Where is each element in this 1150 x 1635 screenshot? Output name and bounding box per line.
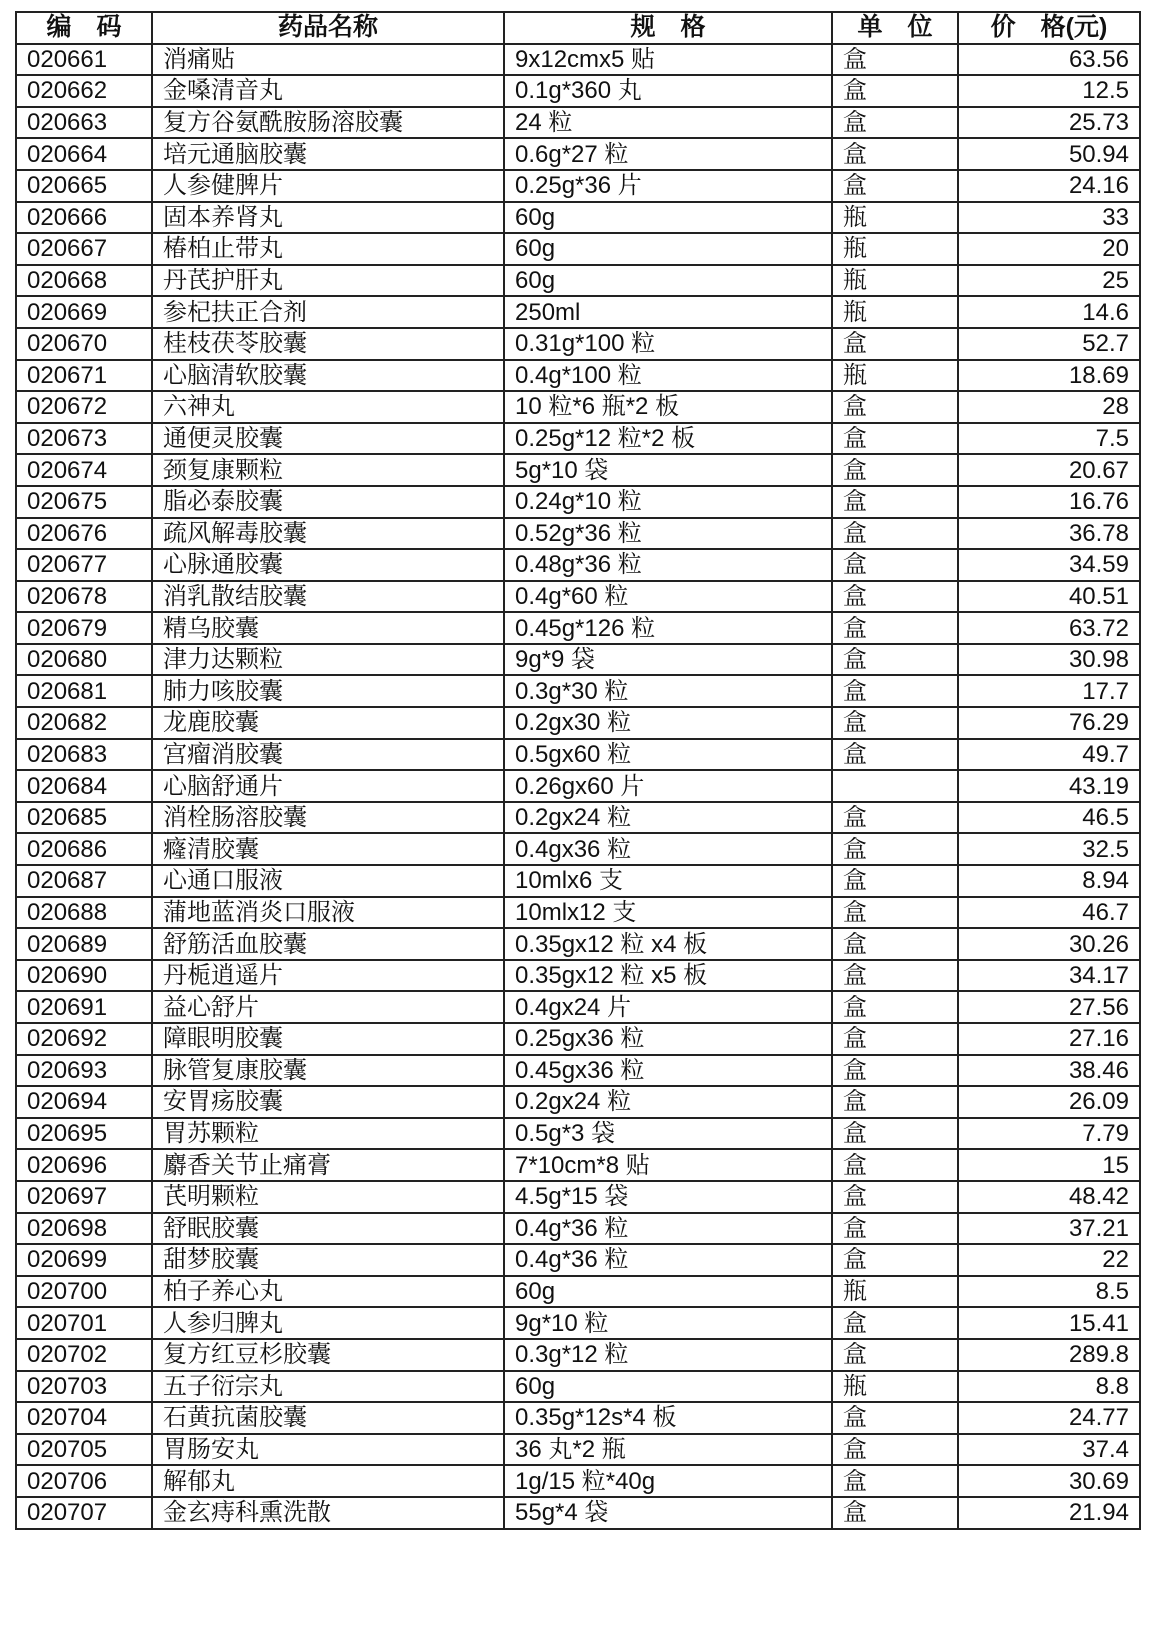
table-row: [16, 486, 1140, 518]
cell-code: 020689: [16, 928, 152, 960]
cell-code: 020667: [16, 233, 152, 265]
cell-spec: 10 粒*6 瓶*2 板: [504, 391, 832, 423]
cell-price: 21.94: [958, 1497, 1140, 1529]
cell-code: 020674: [16, 454, 152, 486]
cell-price: 7.5: [958, 423, 1140, 455]
cell-price: 17.7: [958, 675, 1140, 707]
cell-drug-name: 安胃疡胶囊: [152, 1086, 504, 1118]
cell-price: 33: [958, 202, 1140, 234]
table-row: [16, 1276, 1140, 1308]
cell-spec: 9g*10 粒: [504, 1307, 832, 1339]
cell-unit: 盒: [832, 1086, 958, 1118]
cell-code: 020700: [16, 1276, 152, 1308]
table-row: [16, 138, 1140, 170]
cell-drug-name: 甜梦胶囊: [152, 1244, 504, 1276]
cell-unit: 盒: [832, 865, 958, 897]
cell-drug-name: 脉管复康胶囊: [152, 1055, 504, 1087]
cell-code: 020671: [16, 360, 152, 392]
cell-drug-name: 消栓肠溶胶囊: [152, 802, 504, 834]
cell-drug-name: 培元通脑胶囊: [152, 138, 504, 170]
cell-unit: 盒: [832, 138, 958, 170]
cell-spec: 0.3g*30 粒: [504, 675, 832, 707]
cell-unit: 盒: [832, 549, 958, 581]
cell-spec: 0.4g*36 粒: [504, 1213, 832, 1245]
cell-price: 25: [958, 265, 1140, 297]
cell-code: 020673: [16, 423, 152, 455]
table-row: [16, 1023, 1140, 1055]
header-unit: 单 位: [832, 12, 958, 44]
cell-spec: 60g: [504, 265, 832, 297]
cell-drug-name: 石黄抗菌胶囊: [152, 1402, 504, 1434]
table-row: [16, 960, 1140, 992]
cell-drug-name: 通便灵胶囊: [152, 423, 504, 455]
cell-drug-name: 心脑清软胶囊: [152, 360, 504, 392]
cell-price: 37.4: [958, 1434, 1140, 1466]
cell-unit: 盒: [832, 1118, 958, 1150]
cell-drug-name: 芪明颗粒: [152, 1181, 504, 1213]
cell-code: 020692: [16, 1023, 152, 1055]
cell-spec: 9x12cmx5 贴: [504, 44, 832, 76]
table-row: [16, 707, 1140, 739]
cell-unit: 盒: [832, 1055, 958, 1087]
cell-price: 34.59: [958, 549, 1140, 581]
cell-price: 48.42: [958, 1181, 1140, 1213]
cell-spec: 0.26gx60 片: [504, 770, 832, 802]
cell-spec: 0.24g*10 粒: [504, 486, 832, 518]
cell-unit: 盒: [832, 1465, 958, 1497]
cell-spec: 0.2gx24 粒: [504, 1086, 832, 1118]
cell-code: 020685: [16, 802, 152, 834]
cell-unit: 盒: [832, 1339, 958, 1371]
cell-spec: 1g/15 粒*40g: [504, 1465, 832, 1497]
cell-price: 32.5: [958, 833, 1140, 865]
cell-unit: 瓶: [832, 1371, 958, 1403]
table-row: [16, 1497, 1140, 1529]
cell-drug-name: 消痛贴: [152, 44, 504, 76]
cell-unit: 瓶: [832, 1276, 958, 1308]
table-row: [16, 581, 1140, 613]
cell-unit: 盒: [832, 1213, 958, 1245]
table-row: [16, 391, 1140, 423]
cell-price: 24.16: [958, 170, 1140, 202]
table-row: [16, 1086, 1140, 1118]
cell-drug-name: 解郁丸: [152, 1465, 504, 1497]
cell-price: 27.16: [958, 1023, 1140, 1055]
table-row: [16, 549, 1140, 581]
table-row: [16, 1118, 1140, 1150]
cell-price: 8.94: [958, 865, 1140, 897]
cell-drug-name: 胃肠安丸: [152, 1434, 504, 1466]
cell-spec: 60g: [504, 202, 832, 234]
cell-spec: 0.35g*12s*4 板: [504, 1402, 832, 1434]
cell-unit: 盒: [832, 1307, 958, 1339]
cell-price: 7.79: [958, 1118, 1140, 1150]
table-row: [16, 833, 1140, 865]
cell-code: 020697: [16, 1181, 152, 1213]
cell-price: 27.56: [958, 991, 1140, 1023]
cell-code: 020680: [16, 644, 152, 676]
cell-unit: 盒: [832, 833, 958, 865]
cell-spec: 0.48g*36 粒: [504, 549, 832, 581]
cell-spec: 0.4gx36 粒: [504, 833, 832, 865]
cell-code: 020702: [16, 1339, 152, 1371]
table-row: [16, 1402, 1140, 1434]
cell-spec: 10mlx6 支: [504, 865, 832, 897]
cell-price: 15: [958, 1149, 1140, 1181]
cell-drug-name: 益心舒片: [152, 991, 504, 1023]
cell-unit: 盒: [832, 1023, 958, 1055]
table-row: [16, 1465, 1140, 1497]
cell-price: 25.73: [958, 107, 1140, 139]
table-row: [16, 1339, 1140, 1371]
cell-spec: 10mlx12 支: [504, 897, 832, 929]
header-row: [16, 12, 1140, 44]
cell-unit: 盒: [832, 991, 958, 1023]
table-row: [16, 1434, 1140, 1466]
cell-code: 020706: [16, 1465, 152, 1497]
cell-price: 15.41: [958, 1307, 1140, 1339]
table-row: [16, 75, 1140, 107]
header-code: 编 码: [16, 12, 152, 44]
cell-spec: 60g: [504, 233, 832, 265]
cell-spec: 0.2gx24 粒: [504, 802, 832, 834]
cell-spec: 0.25g*36 片: [504, 170, 832, 202]
cell-price: 18.69: [958, 360, 1140, 392]
cell-unit: [832, 770, 958, 802]
cell-code: 020679: [16, 612, 152, 644]
cell-drug-name: 消乳散结胶囊: [152, 581, 504, 613]
cell-unit: 盒: [832, 44, 958, 76]
cell-drug-name: 舒眠胶囊: [152, 1213, 504, 1245]
table-row: [16, 739, 1140, 771]
cell-unit: 瓶: [832, 360, 958, 392]
cell-price: 8.5: [958, 1276, 1140, 1308]
cell-drug-name: 丹芪护肝丸: [152, 265, 504, 297]
cell-code: 020677: [16, 549, 152, 581]
cell-unit: 盒: [832, 518, 958, 550]
cell-drug-name: 人参归脾丸: [152, 1307, 504, 1339]
cell-drug-name: 心脉通胶囊: [152, 549, 504, 581]
cell-code: 020707: [16, 1497, 152, 1529]
cell-unit: 盒: [832, 802, 958, 834]
cell-price: 26.09: [958, 1086, 1140, 1118]
cell-drug-name: 麝香关节止痛膏: [152, 1149, 504, 1181]
cell-drug-name: 脂必泰胶囊: [152, 486, 504, 518]
cell-price: 22: [958, 1244, 1140, 1276]
cell-unit: 盒: [832, 612, 958, 644]
cell-spec: 60g: [504, 1276, 832, 1308]
cell-price: 12.5: [958, 75, 1140, 107]
cell-price: 20.67: [958, 454, 1140, 486]
cell-price: 8.8: [958, 1371, 1140, 1403]
cell-code: 020698: [16, 1213, 152, 1245]
cell-drug-name: 宫瘤消胶囊: [152, 739, 504, 771]
cell-code: 020664: [16, 138, 152, 170]
cell-unit: 盒: [832, 581, 958, 613]
cell-price: 38.46: [958, 1055, 1140, 1087]
cell-unit: 盒: [832, 1149, 958, 1181]
table-row: [16, 675, 1140, 707]
cell-unit: 盒: [832, 960, 958, 992]
table-row: [16, 897, 1140, 929]
table-row: [16, 1307, 1140, 1339]
cell-unit: 盒: [832, 707, 958, 739]
table-row: [16, 1213, 1140, 1245]
cell-drug-name: 龙鹿胶囊: [152, 707, 504, 739]
cell-unit: 盒: [832, 391, 958, 423]
cell-drug-name: 障眼明胶囊: [152, 1023, 504, 1055]
table-row: [16, 518, 1140, 550]
cell-code: 020696: [16, 1149, 152, 1181]
cell-unit: 盒: [832, 107, 958, 139]
cell-code: 020665: [16, 170, 152, 202]
table-row: [16, 328, 1140, 360]
cell-price: 289.8: [958, 1339, 1140, 1371]
table-row: [16, 423, 1140, 455]
table-row: [16, 802, 1140, 834]
cell-spec: 0.52g*36 粒: [504, 518, 832, 550]
cell-spec: 0.1g*360 丸: [504, 75, 832, 107]
cell-drug-name: 津力达颗粒: [152, 644, 504, 676]
cell-price: 16.76: [958, 486, 1140, 518]
cell-drug-name: 柏子养心丸: [152, 1276, 504, 1308]
cell-drug-name: 舒筋活血胶囊: [152, 928, 504, 960]
cell-spec: 60g: [504, 1371, 832, 1403]
cell-spec: 36 丸*2 瓶: [504, 1434, 832, 1466]
cell-code: 020675: [16, 486, 152, 518]
cell-code: 020688: [16, 897, 152, 929]
cell-unit: 盒: [832, 75, 958, 107]
cell-spec: 0.4g*36 粒: [504, 1244, 832, 1276]
table-row: [16, 1149, 1140, 1181]
cell-price: 76.29: [958, 707, 1140, 739]
cell-unit: 盒: [832, 170, 958, 202]
header-name: 药品名称: [152, 12, 504, 44]
cell-code: 020693: [16, 1055, 152, 1087]
table-body: [16, 44, 1140, 1529]
cell-drug-name: 丹栀逍遥片: [152, 960, 504, 992]
cell-code: 020684: [16, 770, 152, 802]
cell-code: 020668: [16, 265, 152, 297]
cell-spec: 0.3g*12 粒: [504, 1339, 832, 1371]
table-row: [16, 454, 1140, 486]
cell-spec: 4.5g*15 袋: [504, 1181, 832, 1213]
table-row: [16, 1055, 1140, 1087]
cell-code: 020705: [16, 1434, 152, 1466]
cell-spec: 5g*10 袋: [504, 454, 832, 486]
header-price: 价 格(元): [958, 12, 1140, 44]
cell-unit: 盒: [832, 1434, 958, 1466]
cell-drug-name: 疏风解毒胶囊: [152, 518, 504, 550]
cell-spec: 0.2gx30 粒: [504, 707, 832, 739]
cell-price: 40.51: [958, 581, 1140, 613]
cell-code: 020670: [16, 328, 152, 360]
cell-price: 24.77: [958, 1402, 1140, 1434]
cell-drug-name: 复方谷氨酰胺肠溶胶囊: [152, 107, 504, 139]
cell-spec: 0.4g*60 粒: [504, 581, 832, 613]
table-row: [16, 265, 1140, 297]
cell-unit: 盒: [832, 644, 958, 676]
cell-drug-name: 人参健脾片: [152, 170, 504, 202]
cell-spec: 0.31g*100 粒: [504, 328, 832, 360]
cell-spec: 0.35gx12 粒 x4 板: [504, 928, 832, 960]
cell-spec: 0.45g*126 粒: [504, 612, 832, 644]
table-row: [16, 360, 1140, 392]
cell-price: 20: [958, 233, 1140, 265]
cell-price: 30.69: [958, 1465, 1140, 1497]
cell-spec: 7*10cm*8 贴: [504, 1149, 832, 1181]
cell-unit: 瓶: [832, 233, 958, 265]
cell-unit: 盒: [832, 1402, 958, 1434]
cell-price: 52.7: [958, 328, 1140, 360]
cell-code: 020661: [16, 44, 152, 76]
table-row: [16, 1244, 1140, 1276]
cell-price: 30.98: [958, 644, 1140, 676]
cell-drug-name: 心脑舒通片: [152, 770, 504, 802]
drug-price-table: [15, 11, 1141, 1530]
table-row: [16, 1181, 1140, 1213]
cell-spec: 250ml: [504, 296, 832, 328]
cell-spec: 55g*4 袋: [504, 1497, 832, 1529]
cell-unit: 瓶: [832, 202, 958, 234]
cell-price: 34.17: [958, 960, 1140, 992]
table-row: [16, 928, 1140, 960]
table-row: [16, 770, 1140, 802]
cell-code: 020694: [16, 1086, 152, 1118]
cell-unit: 盒: [832, 675, 958, 707]
table-row: [16, 170, 1140, 202]
cell-price: 63.56: [958, 44, 1140, 76]
table-row: [16, 865, 1140, 897]
cell-unit: 盒: [832, 454, 958, 486]
header-spec: 规 格: [504, 12, 832, 44]
cell-code: 020669: [16, 296, 152, 328]
cell-price: 43.19: [958, 770, 1140, 802]
cell-code: 020666: [16, 202, 152, 234]
cell-unit: 盒: [832, 486, 958, 518]
cell-price: 46.5: [958, 802, 1140, 834]
cell-drug-name: 颈复康颗粒: [152, 454, 504, 486]
cell-drug-name: 椿柏止带丸: [152, 233, 504, 265]
cell-code: 020663: [16, 107, 152, 139]
cell-code: 020682: [16, 707, 152, 739]
cell-spec: 0.6g*27 粒: [504, 138, 832, 170]
cell-drug-name: 心通口服液: [152, 865, 504, 897]
table-row: [16, 612, 1140, 644]
cell-code: 020701: [16, 1307, 152, 1339]
cell-spec: 0.4gx24 片: [504, 991, 832, 1023]
cell-unit: 瓶: [832, 296, 958, 328]
cell-drug-name: 固本养肾丸: [152, 202, 504, 234]
cell-drug-name: 复方红豆杉胶囊: [152, 1339, 504, 1371]
cell-spec: 0.35gx12 粒 x5 板: [504, 960, 832, 992]
cell-code: 020687: [16, 865, 152, 897]
cell-spec: 9g*9 袋: [504, 644, 832, 676]
cell-code: 020662: [16, 75, 152, 107]
cell-price: 63.72: [958, 612, 1140, 644]
cell-price: 28: [958, 391, 1140, 423]
cell-unit: 盒: [832, 928, 958, 960]
table-row: [16, 1371, 1140, 1403]
cell-code: 020678: [16, 581, 152, 613]
cell-code: 020695: [16, 1118, 152, 1150]
cell-unit: 盒: [832, 1497, 958, 1529]
cell-price: 46.7: [958, 897, 1140, 929]
cell-code: 020672: [16, 391, 152, 423]
table-row: [16, 991, 1140, 1023]
cell-code: 020704: [16, 1402, 152, 1434]
cell-drug-name: 肺力咳胶囊: [152, 675, 504, 707]
cell-unit: 盒: [832, 423, 958, 455]
cell-drug-name: 蒲地蓝消炎口服液: [152, 897, 504, 929]
cell-drug-name: 金嗓清音丸: [152, 75, 504, 107]
table-row: [16, 233, 1140, 265]
table-row: [16, 644, 1140, 676]
table-row: [16, 44, 1140, 76]
cell-price: 36.78: [958, 518, 1140, 550]
cell-unit: 盒: [832, 897, 958, 929]
cell-drug-name: 桂枝茯苓胶囊: [152, 328, 504, 360]
cell-unit: 盒: [832, 1181, 958, 1213]
cell-drug-name: 精乌胶囊: [152, 612, 504, 644]
cell-spec: 0.5gx60 粒: [504, 739, 832, 771]
cell-price: 30.26: [958, 928, 1140, 960]
cell-drug-name: 癃清胶囊: [152, 833, 504, 865]
cell-unit: 瓶: [832, 265, 958, 297]
cell-price: 49.7: [958, 739, 1140, 771]
cell-code: 020703: [16, 1371, 152, 1403]
cell-spec: 24 粒: [504, 107, 832, 139]
cell-spec: 0.5g*3 袋: [504, 1118, 832, 1150]
cell-unit: 盒: [832, 739, 958, 771]
cell-code: 020690: [16, 960, 152, 992]
cell-spec: 0.45gx36 粒: [504, 1055, 832, 1087]
cell-drug-name: 六神丸: [152, 391, 504, 423]
cell-price: 37.21: [958, 1213, 1140, 1245]
cell-price: 50.94: [958, 138, 1140, 170]
table-row: [16, 296, 1140, 328]
cell-unit: 盒: [832, 328, 958, 360]
cell-code: 020683: [16, 739, 152, 771]
cell-drug-name: 胃苏颗粒: [152, 1118, 504, 1150]
cell-code: 020676: [16, 518, 152, 550]
cell-spec: 0.25g*12 粒*2 板: [504, 423, 832, 455]
cell-spec: 0.25gx36 粒: [504, 1023, 832, 1055]
cell-spec: 0.4g*100 粒: [504, 360, 832, 392]
cell-unit: 盒: [832, 1244, 958, 1276]
cell-code: 020691: [16, 991, 152, 1023]
table-row: [16, 202, 1140, 234]
cell-code: 020681: [16, 675, 152, 707]
table-row: [16, 107, 1140, 139]
cell-drug-name: 五子衍宗丸: [152, 1371, 504, 1403]
cell-code: 020699: [16, 1244, 152, 1276]
cell-drug-name: 金玄痔科熏洗散: [152, 1497, 504, 1529]
cell-price: 14.6: [958, 296, 1140, 328]
cell-code: 020686: [16, 833, 152, 865]
cell-drug-name: 参杞扶正合剂: [152, 296, 504, 328]
